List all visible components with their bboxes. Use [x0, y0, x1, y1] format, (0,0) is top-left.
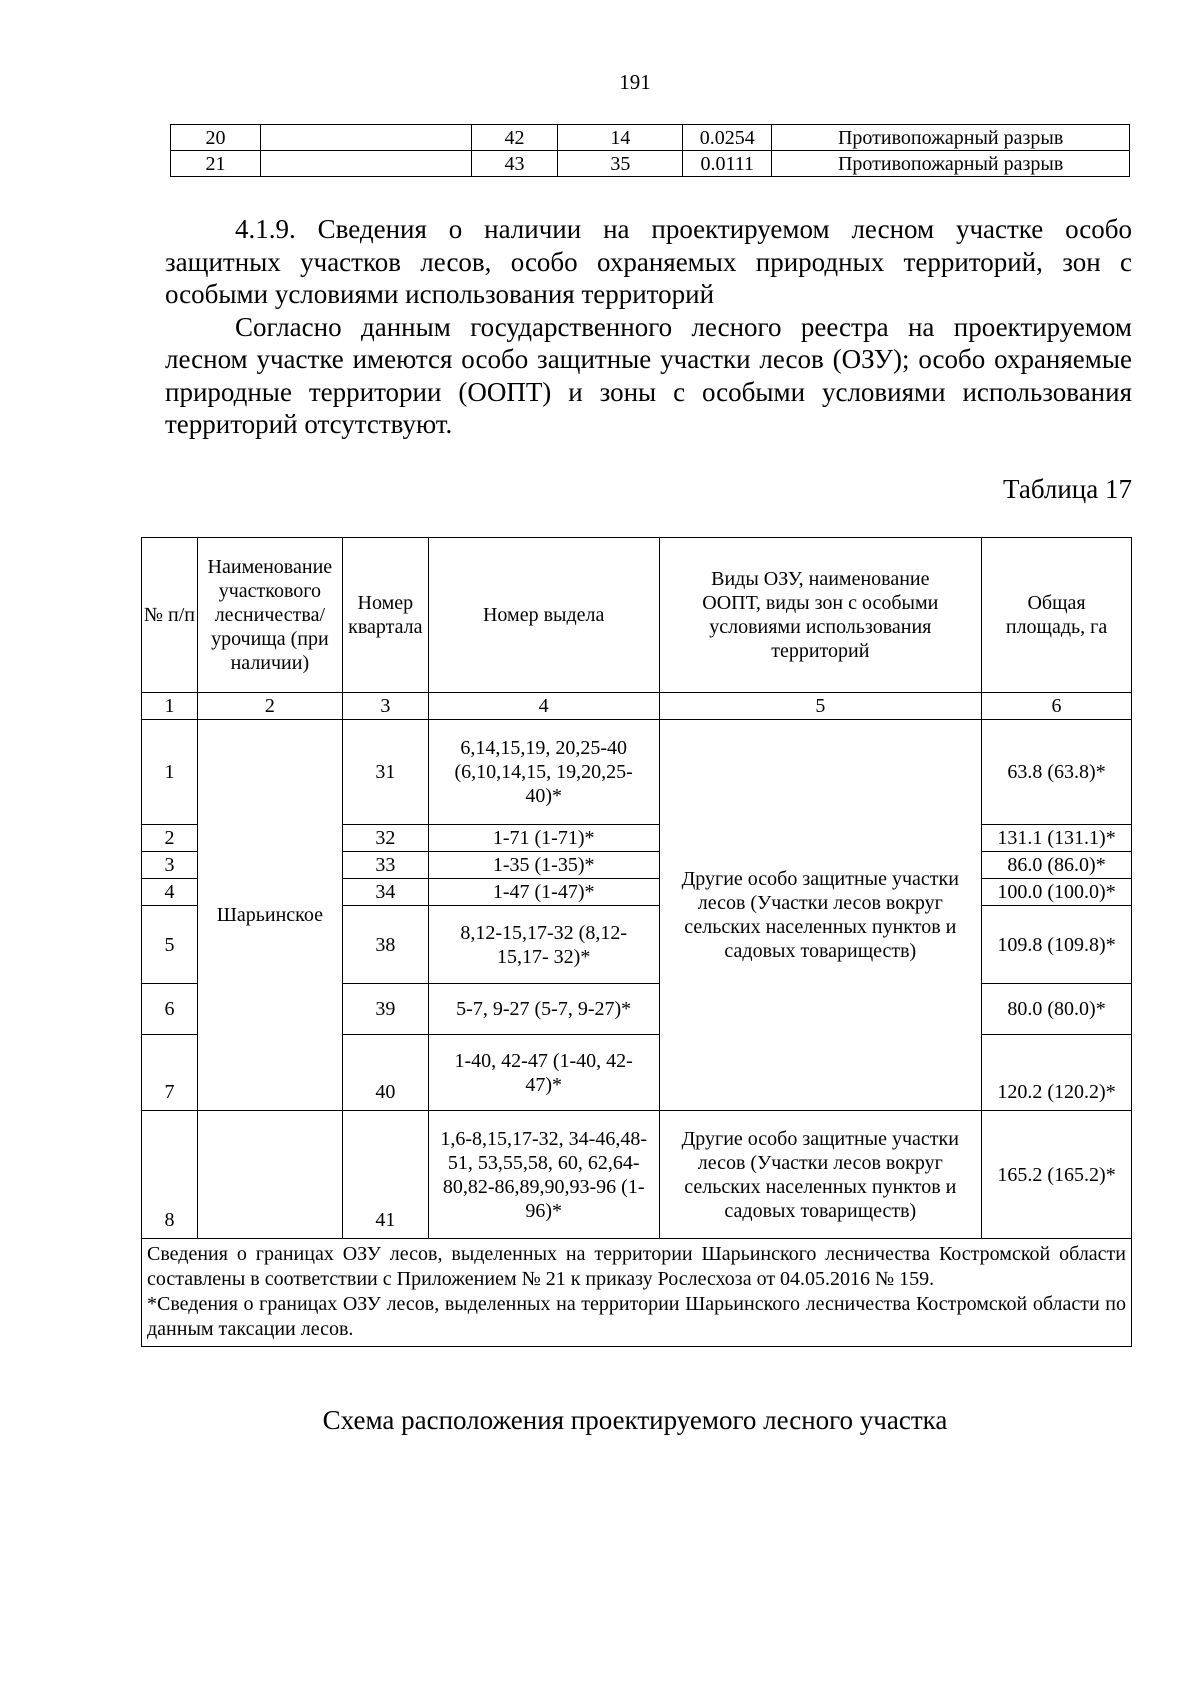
table-cell — [260, 151, 471, 177]
area-cell: 109.8 (109.8)* — [982, 906, 1132, 984]
section-text — [165, 213, 1132, 441]
plots-cell: 1,6-8,15,17-32, 34-46,48-51, 53,55,58, 60, 62,64-80,82-86,89,90,93-96 (1-96)* — [428, 1111, 659, 1239]
forestry-cell-empty — [197, 1111, 342, 1239]
plots-cell: 5-7, 9-27 (5-7, 9-27)* — [428, 984, 659, 1035]
ozu-type-cell: Другие особо защитные участки лесов (Участки лесов вокруг сельских населенных пунктов и садовых товариществ) — [659, 720, 982, 1111]
area-cell: 100.0 (100.0)* — [982, 879, 1132, 906]
row-number: 1 — [142, 720, 198, 825]
table-note — [142, 1239, 1132, 1347]
section-body: Согласно данным государственного лесного реестра на проектируемом лесном участке имеются особо защитные участки лесов (ОЗУ); особо охраняемые природные территории (ООПТ) и зоны с особыми условиями использования территорий отсутствуют. — [165, 311, 1132, 439]
row-number: 7 — [142, 1035, 198, 1111]
quarter-cell: 38 — [342, 906, 428, 984]
plots-cell: 1-71 (1-71)* — [428, 825, 659, 852]
plots-cell: 1-47 (1-47)* — [428, 879, 659, 906]
table-cell: 43 — [471, 151, 558, 177]
table-row — [171, 151, 1130, 177]
table-cell: 20 — [171, 125, 261, 151]
row-number: 4 — [142, 879, 198, 906]
column-header: Виды ОЗУ, наименование ООПТ, виды зон с особыми условиями использования территорий — [659, 538, 982, 693]
plots-cell: 1-40, 42-47 (1-40, 42-47)* — [428, 1035, 659, 1111]
column-header: Общая площадь, га — [982, 538, 1132, 693]
quarter-cell: 39 — [342, 984, 428, 1035]
table-cell: 14 — [558, 125, 683, 151]
table-cell: 0.0111 — [683, 151, 772, 177]
table-row — [142, 1111, 1132, 1239]
table-cell: 42 — [471, 125, 558, 151]
schema-title: Схема расположения проектируемого лесного участка — [322, 1405, 948, 1435]
quarter-cell: 32 — [342, 825, 428, 852]
table-cell: 35 — [558, 151, 683, 177]
column-number: 2 — [197, 693, 342, 720]
quarter-cell: 40 — [342, 1035, 428, 1111]
ozu-type-cell: Другие особо защитные участки лесов (Участки лесов вокруг сельских населенных пунктов и садовых товариществ) — [659, 1111, 982, 1239]
table-cell: Противопожарный разрыв — [772, 151, 1130, 177]
quarter-cell: 34 — [342, 879, 428, 906]
note-text: *Сведения о границах ОЗУ лесов, выделенных на территории Шарьинского лесничества Костромской области по данным таксации лесов. — [147, 1293, 1126, 1340]
column-header: Номер выдела — [428, 538, 659, 693]
table-label: Таблица 17 — [1003, 474, 1132, 504]
forestry-cell: Шарьинское — [197, 720, 342, 1111]
plots-cell: 6,14,15,19, 20,25-40 (6,10,14,15, 19,20,25-40)* — [428, 720, 659, 825]
area-cell: 63.8 (63.8)* — [982, 720, 1132, 825]
row-number: 3 — [142, 852, 198, 879]
quarter-cell: 31 — [342, 720, 428, 825]
table-cell — [260, 125, 471, 151]
area-cell: 165.2 (165.2)* — [982, 1111, 1132, 1239]
section-heading: 4.1.9. Сведения о наличии на проектируемом лесном участке особо защитных участков лесов, особо охраняемых природных территорий, зон с особыми условиями использования территорий — [165, 214, 1132, 309]
row-number: 6 — [142, 984, 198, 1035]
column-number-row — [142, 693, 1132, 720]
table-row — [142, 720, 1132, 825]
table-cell: 0.0254 — [683, 125, 772, 151]
column-header: Номер квартала — [342, 538, 428, 693]
note-text: Сведения о границах ОЗУ лесов, выделенных на территории Шарьинского лесничества Костромской области составлены в соответствии с Приложением № 21 к приказу Рослесхоза от 04.05.2016 № 159. — [147, 1243, 1126, 1290]
ozu-table — [141, 537, 1132, 1347]
column-number: 3 — [342, 693, 428, 720]
column-header: № п/п — [142, 538, 198, 693]
plots-cell: 8,12-15,17-32 (8,12-15,17- 32)* — [428, 906, 659, 984]
quarter-cell: 41 — [342, 1111, 428, 1239]
row-number: 8 — [142, 1111, 198, 1239]
table-cell: Противопожарный разрыв — [772, 125, 1130, 151]
column-number: 5 — [659, 693, 982, 720]
page-number: 191 — [619, 70, 651, 94]
quarter-cell: 33 — [342, 852, 428, 879]
top-table — [170, 124, 1130, 177]
table-note-row — [142, 1239, 1132, 1347]
plots-cell: 1-35 (1-35)* — [428, 852, 659, 879]
area-cell: 86.0 (86.0)* — [982, 852, 1132, 879]
column-header: Наименование участкового лесничества/ урочища (при наличии) — [197, 538, 342, 693]
row-number: 5 — [142, 906, 198, 984]
area-cell: 80.0 (80.0)* — [982, 984, 1132, 1035]
area-cell: 120.2 (120.2)* — [982, 1035, 1132, 1111]
table-cell: 21 — [171, 151, 261, 177]
column-number: 4 — [428, 693, 659, 720]
column-number: 1 — [142, 693, 198, 720]
table-header-row — [142, 538, 1132, 693]
area-cell: 131.1 (131.1)* — [982, 825, 1132, 852]
column-number: 6 — [982, 693, 1132, 720]
row-number: 2 — [142, 825, 198, 852]
table-row — [171, 125, 1130, 151]
